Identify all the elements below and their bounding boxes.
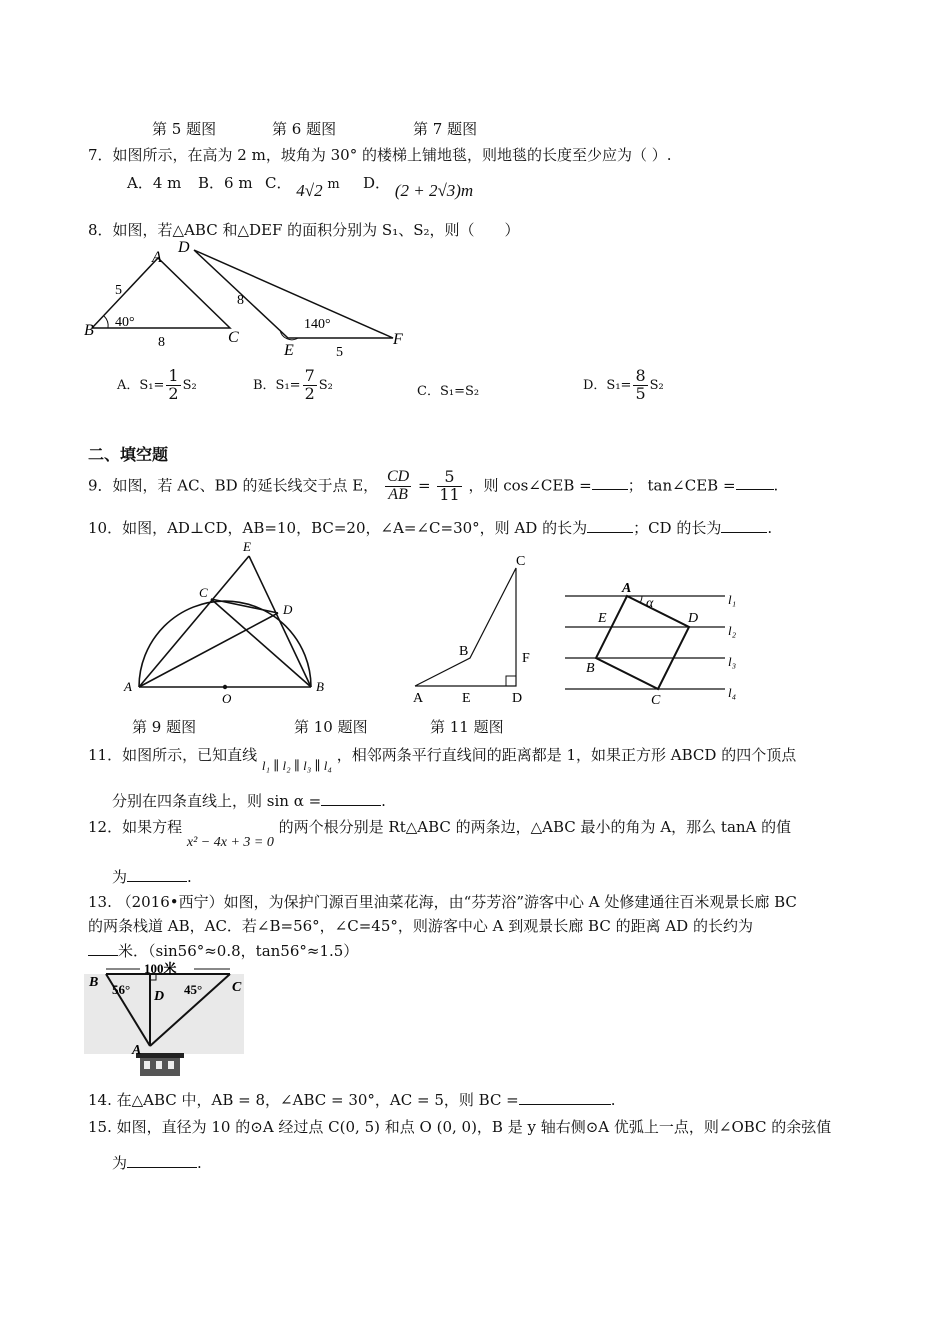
q8-label-e: E <box>284 342 294 359</box>
fig9-label-d: D <box>283 602 293 617</box>
q12-blank[interactable] <box>127 866 187 882</box>
fig13-angle-b: 56° <box>112 982 131 997</box>
fig10-quadrilateral <box>405 548 540 708</box>
question-9: 9．如图，若 AC、BD 的延长线交于点 E， $\frac{CD}{AB}$ = $\frac{5}{11}$ ，则 cos∠CEB = ； tan∠CEB = . <box>88 467 779 504</box>
q8-option-b: B．S₁= $\frac{7}{2}$ S₂ <box>253 366 333 403</box>
q13-blank[interactable] <box>88 940 118 956</box>
q11-blank[interactable] <box>321 790 381 806</box>
fig10-label-f: F <box>522 651 530 666</box>
fig10-label-d: D <box>512 691 523 706</box>
figure-caption-5: 第 5 题图 <box>152 120 217 138</box>
question-12-line2: 为 . <box>112 868 192 886</box>
fig11-label-a: A <box>622 581 632 596</box>
q8-option-a: A．S₁= $\frac{1}{2}$ S₂ <box>117 366 197 403</box>
q14-blank[interactable] <box>519 1089 611 1105</box>
fig11-label-e: E <box>598 611 607 626</box>
fig10-label-c: C <box>516 554 526 569</box>
fig11-label-alpha: α <box>646 596 654 611</box>
fig13-label-a: A <box>132 1043 142 1058</box>
fig9-label-e: E <box>243 539 251 554</box>
q7-option-a: A．4 m <box>127 174 182 192</box>
q7-option-c: C． 4√2 m <box>265 174 340 200</box>
fig9-label-c: C <box>199 585 208 600</box>
fig10-label-b: B <box>459 644 469 659</box>
question-15-line2: 为 . <box>112 1154 202 1172</box>
fig9-label-b: B <box>316 679 324 694</box>
figure-caption-11: 第 11 题图 <box>430 718 504 736</box>
q9-blank-cos[interactable] <box>592 474 628 490</box>
q10-blank-ad[interactable] <box>587 517 633 533</box>
fig13-triangle <box>84 960 244 1084</box>
fig11-label-b: B <box>586 661 595 676</box>
q8-label-d: D <box>178 239 190 256</box>
q9-blank-tan[interactable] <box>736 474 774 490</box>
fig13-label-d: D <box>154 989 165 1004</box>
fig9-semicircle <box>118 536 340 706</box>
q8-side-ef: 5 <box>336 345 343 360</box>
fig11-label-l1: l₁ <box>728 592 737 607</box>
q8-figure <box>82 238 412 360</box>
q8-label-a: A <box>152 249 162 266</box>
question-11-line1: 11．如图所示，已知直线 l₁ ∥ l₂ ∥ l₃ ∥ l₄ ，相邻两条平行直线间的距离都是 1，如果正方形 ABCD 的四个顶点 <box>88 746 797 773</box>
q8-label-b: B <box>84 322 94 339</box>
q8-side-bc: 8 <box>158 335 165 350</box>
fig10-label-e: E <box>462 691 471 706</box>
fig11-parallel-lines <box>560 576 750 708</box>
question-14: 14. 在△ABC 中，AB = 8，∠ABC = 30°，AC = 5，则 BC = . <box>88 1091 616 1109</box>
q8-option-c: C．S₁=S₂ <box>417 384 480 399</box>
fig11-label-l3: l₃ <box>728 654 737 669</box>
fig13-angle-c: 45° <box>184 982 203 997</box>
q8-angle-e: 140° <box>304 317 331 332</box>
q7-option-d: D． (2 + 2√3)m <box>363 174 474 200</box>
question-7-stem: 7．如图所示，在高为 2 m，坡角为 30° 的楼梯上铺地毯，则地毯的长度至少应为（ ）. <box>88 146 672 164</box>
fig9-label-o: O <box>222 691 232 706</box>
figure-caption-9: 第 9 题图 <box>132 718 197 736</box>
fig11-label-c: C <box>651 693 661 708</box>
question-12-line1: 12．如果方程 x² − 4x + 3 = 0 的两个根分别是 Rt△ABC 的两条边，△ABC 最小的角为 A，那么 tanA 的值 <box>88 818 792 850</box>
question-13-line3: 米．（sin56°≈0.8，tan56°≈1.5） <box>88 940 358 961</box>
q10-blank-cd[interactable] <box>721 517 767 533</box>
fig13-length: 100米 <box>144 961 177 976</box>
question-13-line1: 13. （2016•西宁）如图，为保护门源百里油菜花海，由“芬芳浴”游客中心 A 处修建通往百米观景长廊 BC <box>88 893 797 911</box>
q8-label-f: F <box>393 331 403 348</box>
q8-side-de: 8 <box>237 293 244 308</box>
fig11-label-l4: l₄ <box>728 685 737 700</box>
fig10-label-a: A <box>413 691 424 706</box>
figure-caption-7: 第 7 题图 <box>413 120 478 138</box>
question-8-stem: 8．如图，若△ABC 和△DEF 的面积分别为 S₁、S₂，则（ ） <box>88 221 520 239</box>
q8-side-ab: 5 <box>115 283 122 298</box>
question-13-line2: 的两条栈道 AB，AC．若∠B=56°，∠C=45°，则游客中心 A 到观景长廊 BC 的距离 AD 的长约为 <box>88 917 753 935</box>
question-11-line2: 分别在四条直线上，则 sin α = . <box>112 792 386 810</box>
figure-caption-10: 第 10 题图 <box>294 718 368 736</box>
question-15-line1: 15. 如图，直径为 10 的⊙A 经过点 C(0, 5) 和点 O (0, 0)，B 是 y 轴右侧⊙A 优弧上一点，则∠OBC 的余弦值 <box>88 1118 832 1136</box>
fig13-label-b: B <box>89 975 99 990</box>
q8-angle-b: 40° <box>115 315 135 330</box>
q15-blank[interactable] <box>127 1152 197 1168</box>
q8-option-d: D．S₁= $\frac{8}{5}$ S₂ <box>583 366 664 403</box>
question-10: 10．如图，AD⊥CD，AB=10，BC=20，∠A=∠C=30°，则 AD 的长为 ；CD 的长为 . <box>88 519 773 537</box>
fig11-label-l2: l₂ <box>728 623 737 638</box>
figure-caption-6: 第 6 题图 <box>272 120 337 138</box>
fig9-label-a: A <box>124 679 132 694</box>
section-title-fill-in: 二、填空题 <box>88 447 169 464</box>
q8-label-c: C <box>228 329 239 346</box>
fig13-label-c: C <box>232 980 242 995</box>
q7-option-b: B．6 m <box>198 174 253 192</box>
fig11-label-d: D <box>688 611 699 626</box>
